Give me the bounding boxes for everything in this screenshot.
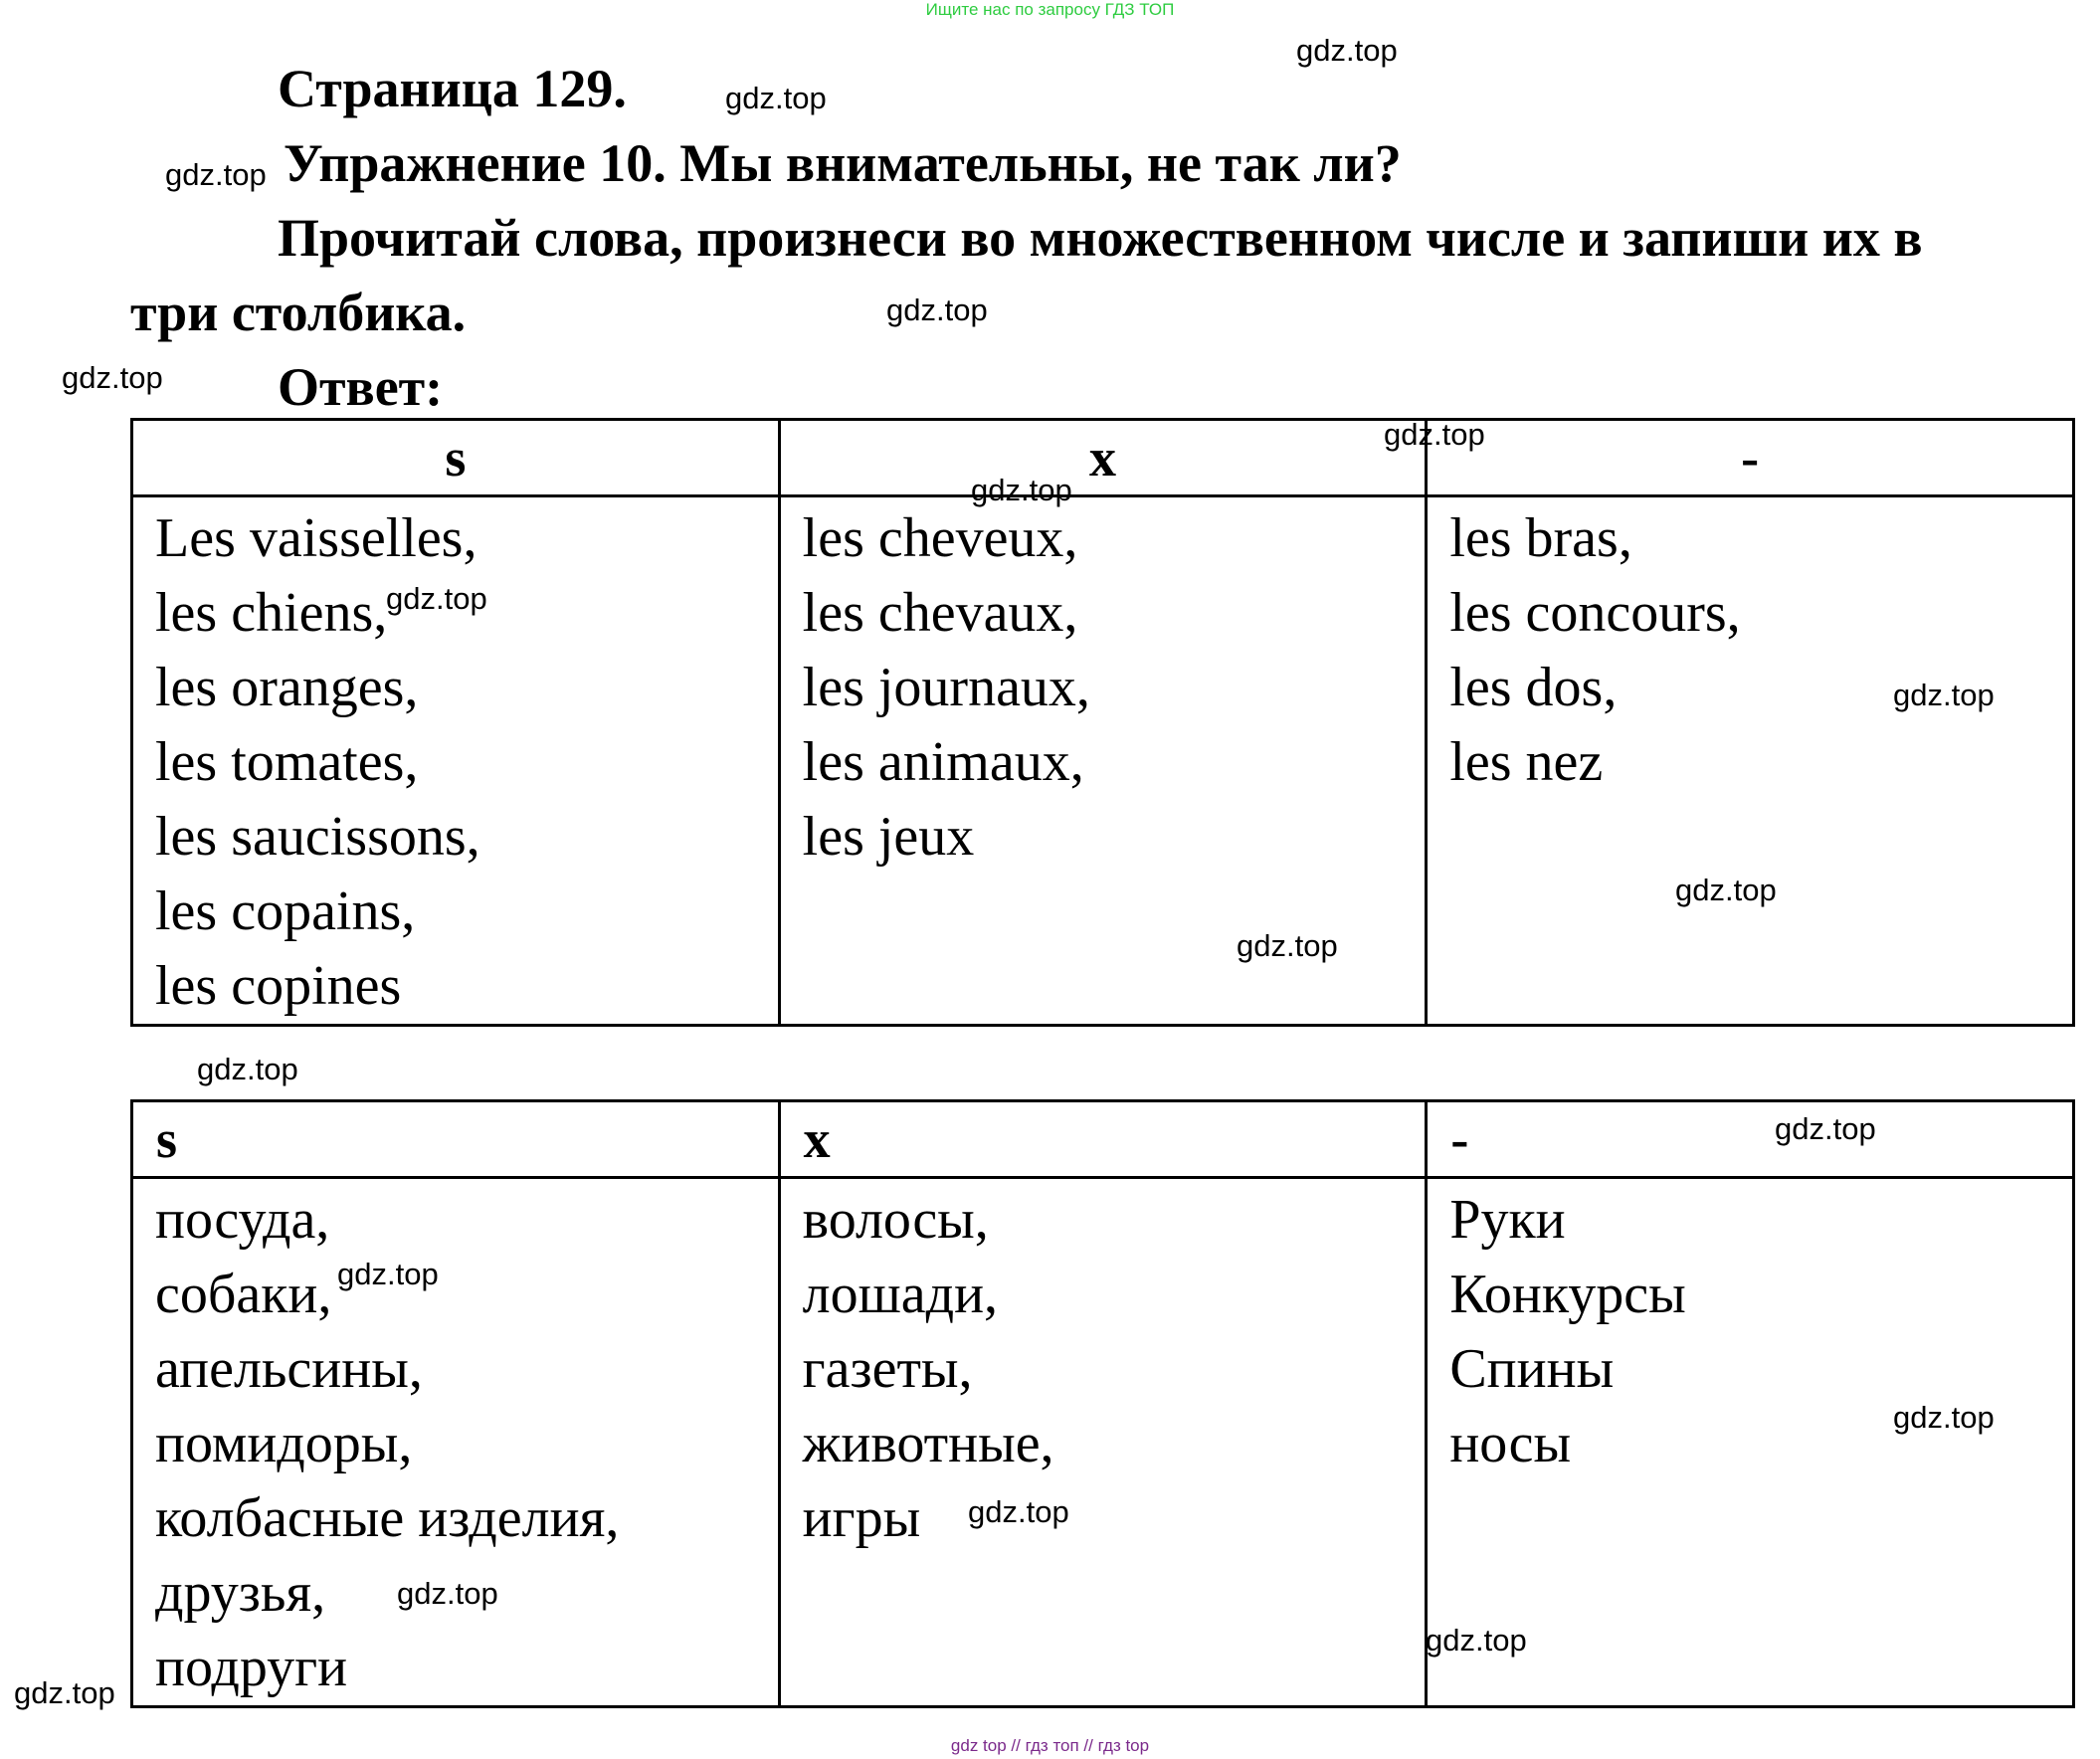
list-item: волосы,	[802, 1189, 989, 1251]
watermark-text: gdz.top	[971, 473, 1072, 507]
column-x-cell	[779, 1178, 1427, 1707]
column-header-x: x	[779, 420, 1427, 496]
column-header-dash: -	[1427, 420, 2074, 496]
list-item: лошади,	[802, 1264, 999, 1325]
watermark-text: gdz.top	[62, 360, 163, 395]
list-item: газеты,	[802, 1338, 973, 1400]
list-item: помидоры,	[155, 1413, 413, 1474]
list-item: les dos,	[1449, 657, 1618, 718]
column-s-cell	[132, 1178, 780, 1707]
exercise-title: Упражнение 10. Мы внимательны, не так ли?	[284, 133, 1402, 193]
list-item: колбасные изделия,	[155, 1487, 620, 1549]
list-item: Спины	[1449, 1338, 1615, 1400]
list-item: les copains,	[155, 880, 416, 942]
list-item: животные,	[802, 1413, 1054, 1474]
watermark-text: gdz.top	[886, 293, 988, 327]
list-item: Les vaisselles,	[155, 507, 477, 569]
watermark-text: gdz.top	[1426, 1623, 1527, 1658]
list-item: les oranges,	[155, 657, 419, 718]
watermark-text: gdz.top	[1296, 33, 1398, 68]
table-body-row	[132, 496, 2074, 1026]
list-item: подруги	[155, 1637, 348, 1698]
watermark-text: gdz.top	[197, 1052, 298, 1086]
column-header-s: s	[132, 420, 780, 496]
column-header-s: s	[132, 1101, 780, 1178]
list-item: апельсины,	[155, 1338, 423, 1400]
list-item: Руки	[1449, 1189, 1566, 1251]
watermark-text: gdz.top	[337, 1257, 439, 1291]
list-item: les journaux,	[802, 657, 1090, 718]
watermark-text: gdz.top	[1675, 873, 1777, 907]
list-item: les chevaux,	[802, 582, 1078, 644]
watermark-text: gdz.top	[1384, 417, 1485, 452]
list-item: les copines	[155, 955, 402, 1017]
watermark-text: gdz.top	[1893, 1400, 1995, 1435]
answer-label: Ответ:	[278, 357, 444, 417]
top-banner: Ищите нас по запросу ГДЗ ТОП	[925, 0, 1175, 19]
table-header-row	[132, 420, 2074, 496]
column-header-dash: -	[1427, 1101, 2074, 1178]
instruction-line-1: Прочитай слова, произнеси во множественном числе и запиши их в	[278, 208, 1923, 268]
watermark-text: gdz.top	[165, 157, 267, 192]
watermark-text: gdz.top	[386, 581, 487, 616]
list-item: Конкурсы	[1449, 1264, 1686, 1325]
list-item: les tomates,	[155, 731, 419, 793]
list-item: les jeux	[802, 806, 975, 868]
instruction-line-2: три столбика.	[130, 283, 467, 342]
list-item: les bras,	[1449, 507, 1632, 569]
list-item: носы	[1449, 1413, 1572, 1474]
watermark-text: gdz.top	[725, 81, 827, 115]
list-item: les cheveux,	[802, 507, 1078, 569]
list-item: друзья,	[155, 1562, 326, 1624]
footer-text: gdz top // гдз топ // гдз top	[950, 1736, 1150, 1755]
column-dash-cell	[1427, 496, 2074, 1026]
watermark-text: gdz.top	[397, 1576, 498, 1611]
watermark-text: gdz.top	[1237, 928, 1338, 963]
page-title: Страница 129.	[278, 59, 627, 118]
list-item: игры	[802, 1487, 921, 1549]
answer-table-french	[130, 418, 2075, 1027]
column-header-x: x	[779, 1101, 1427, 1178]
list-item: les nez	[1449, 731, 1604, 793]
list-item: les concours,	[1449, 582, 1741, 644]
watermark-text: gdz.top	[1893, 678, 1995, 712]
watermark-text: gdz.top	[14, 1675, 115, 1710]
watermark-text: gdz.top	[1775, 1111, 1876, 1146]
watermark-text: gdz.top	[968, 1494, 1069, 1529]
column-s-cell	[132, 496, 780, 1026]
list-item: les saucissons,	[155, 806, 480, 868]
list-item: les animaux,	[802, 731, 1084, 793]
answer-table-russian	[130, 1099, 2075, 1708]
list-item: посуда,	[155, 1189, 330, 1251]
list-item: собаки,	[155, 1264, 332, 1325]
list-item: les chiens,	[155, 582, 388, 644]
